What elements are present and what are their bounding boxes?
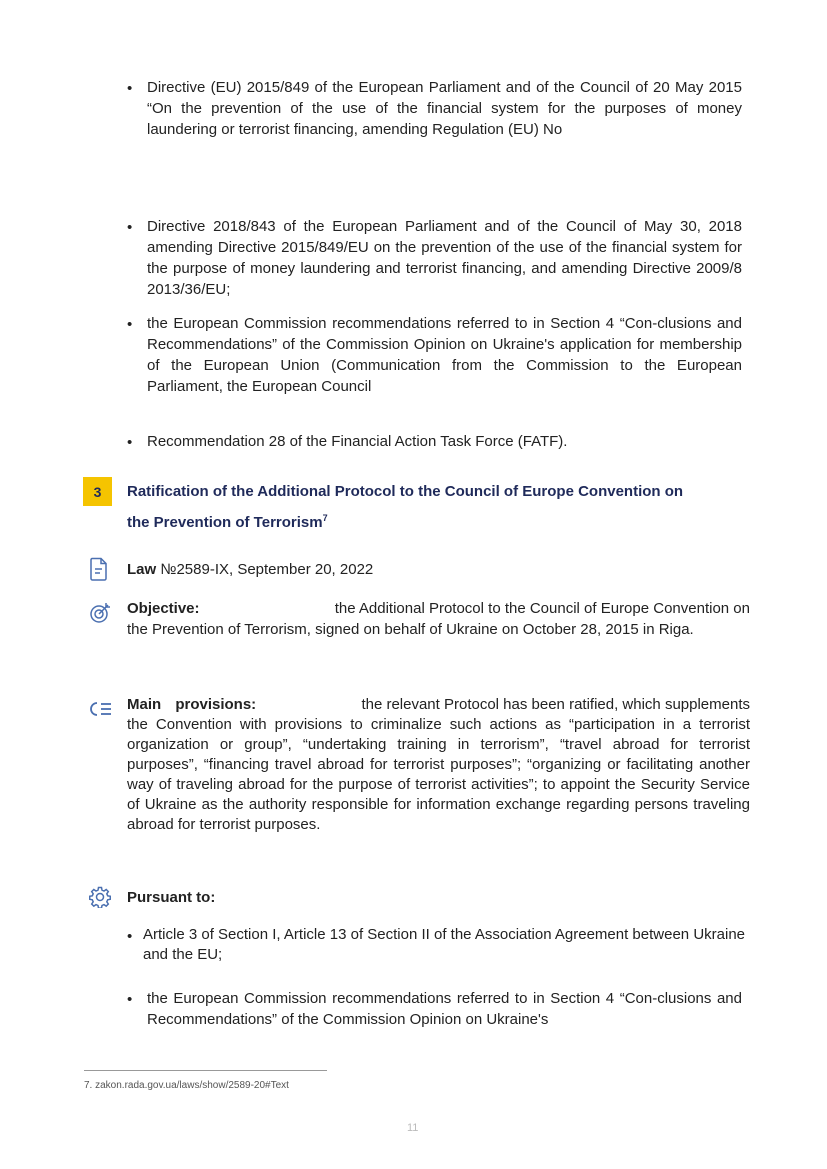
bullet-fatf-recommendation: Recommendation 28 of the Financial Action Task Force (FATF).: [147, 433, 568, 450]
law-label: Law: [127, 561, 157, 578]
section-title-line2: the Prevention of Terrorism: [127, 514, 323, 531]
page-number: 11: [407, 1122, 419, 1134]
bullet-marker: •: [127, 219, 133, 236]
pursuant-item-ec-recommendations: the European Commission recommendations referred to in Section 4 “Con-clusions and Recommendations” of the Commission Opinion on Ukraine's: [147, 990, 742, 1028]
section-title-line1: Ratification of the Additional Protocol to the Council of Europe Convention on: [127, 483, 684, 500]
objective-text: the Prevention of Terrorism, signed on behalf of Ukraine on October 28, 2015 in Riga.: [127, 621, 694, 638]
footnote: 7. zakon.rada.gov.ua/laws/show/2589-20#Text: [84, 1080, 289, 1091]
law-number-date: №2589-IX, September 20, 2022: [160, 561, 374, 578]
bullet-marker: •: [127, 928, 133, 945]
bullet-marker: •: [127, 80, 133, 97]
main-provisions-line1: the relevant Protocol has been ratified, which supplements: [361, 696, 750, 713]
footnote-divider: [84, 1070, 327, 1071]
footnote-ref: 7: [322, 513, 328, 523]
bullet-ec-recommendations: the European Commission recommendations referred to in Section 4 “Con-clusions and Recommendations” of the Commission Opinion on Ukraine's application for membership of the European Union (Communication from the Commission to the European Parliament, the European Council: [147, 315, 742, 395]
target-icon: [88, 601, 112, 625]
pursuant-label: Pursuant to:: [127, 889, 216, 906]
main-provisions-label: Main provisions:: [127, 696, 257, 713]
section-title: [127, 478, 747, 536]
main-provisions-text: the Convention with provisions to criminalize such actions as “participation in a terrorist organization or group”, “undertaking training in terrorism”, “travel abroad for terrorist purposes”, “financing travel abroad for terrorist purposes”; “organizing or facilitating another way of traveling abroad for the purpose of terrorist activities”; to appoint the Security Service of Ukraine as the authority responsible for information exchange regarding persons traveling abroad for terrorist purposes.: [127, 716, 750, 833]
bullet-marker: •: [127, 316, 133, 333]
section-number: 3: [93, 483, 102, 500]
bullet-directive-2018-843: Directive 2018/843 of the European Parliament and of the Council of May 30, 2018 amending Directive 2015/849/EU on the prevention of the use of the financial system for the purpose of money laundering and terrorist financing, and amending Directive 2009/8 2013/36/EU;: [147, 218, 742, 298]
pursuant-item-association-agreement: Article 3 of Section I, Article 13 of Section II of the Association Agreement between Ukraine and the EU;: [143, 926, 745, 963]
section-number-badge: [83, 477, 112, 506]
objective-block: [127, 598, 750, 640]
list-icon: [89, 699, 113, 719]
bullet-marker: •: [127, 991, 133, 1008]
bullet-marker: •: [127, 434, 133, 451]
document-icon: [89, 557, 109, 581]
objective-line1: the Additional Protocol to the Council of Europe Convention on: [334, 600, 750, 617]
law-line: [127, 559, 527, 580]
main-provisions-block: [127, 695, 750, 835]
bullet-directive-2015-849: Directive (EU) 2015/849 of the European Parliament and of the Council of 20 May 2015 “On the prevention of the use of the financial system for the purposes of money laundering or terrorist financing, amending Regulation (EU) No: [147, 79, 742, 138]
objective-label: Objective:: [127, 600, 200, 617]
gear-icon: [89, 886, 111, 908]
